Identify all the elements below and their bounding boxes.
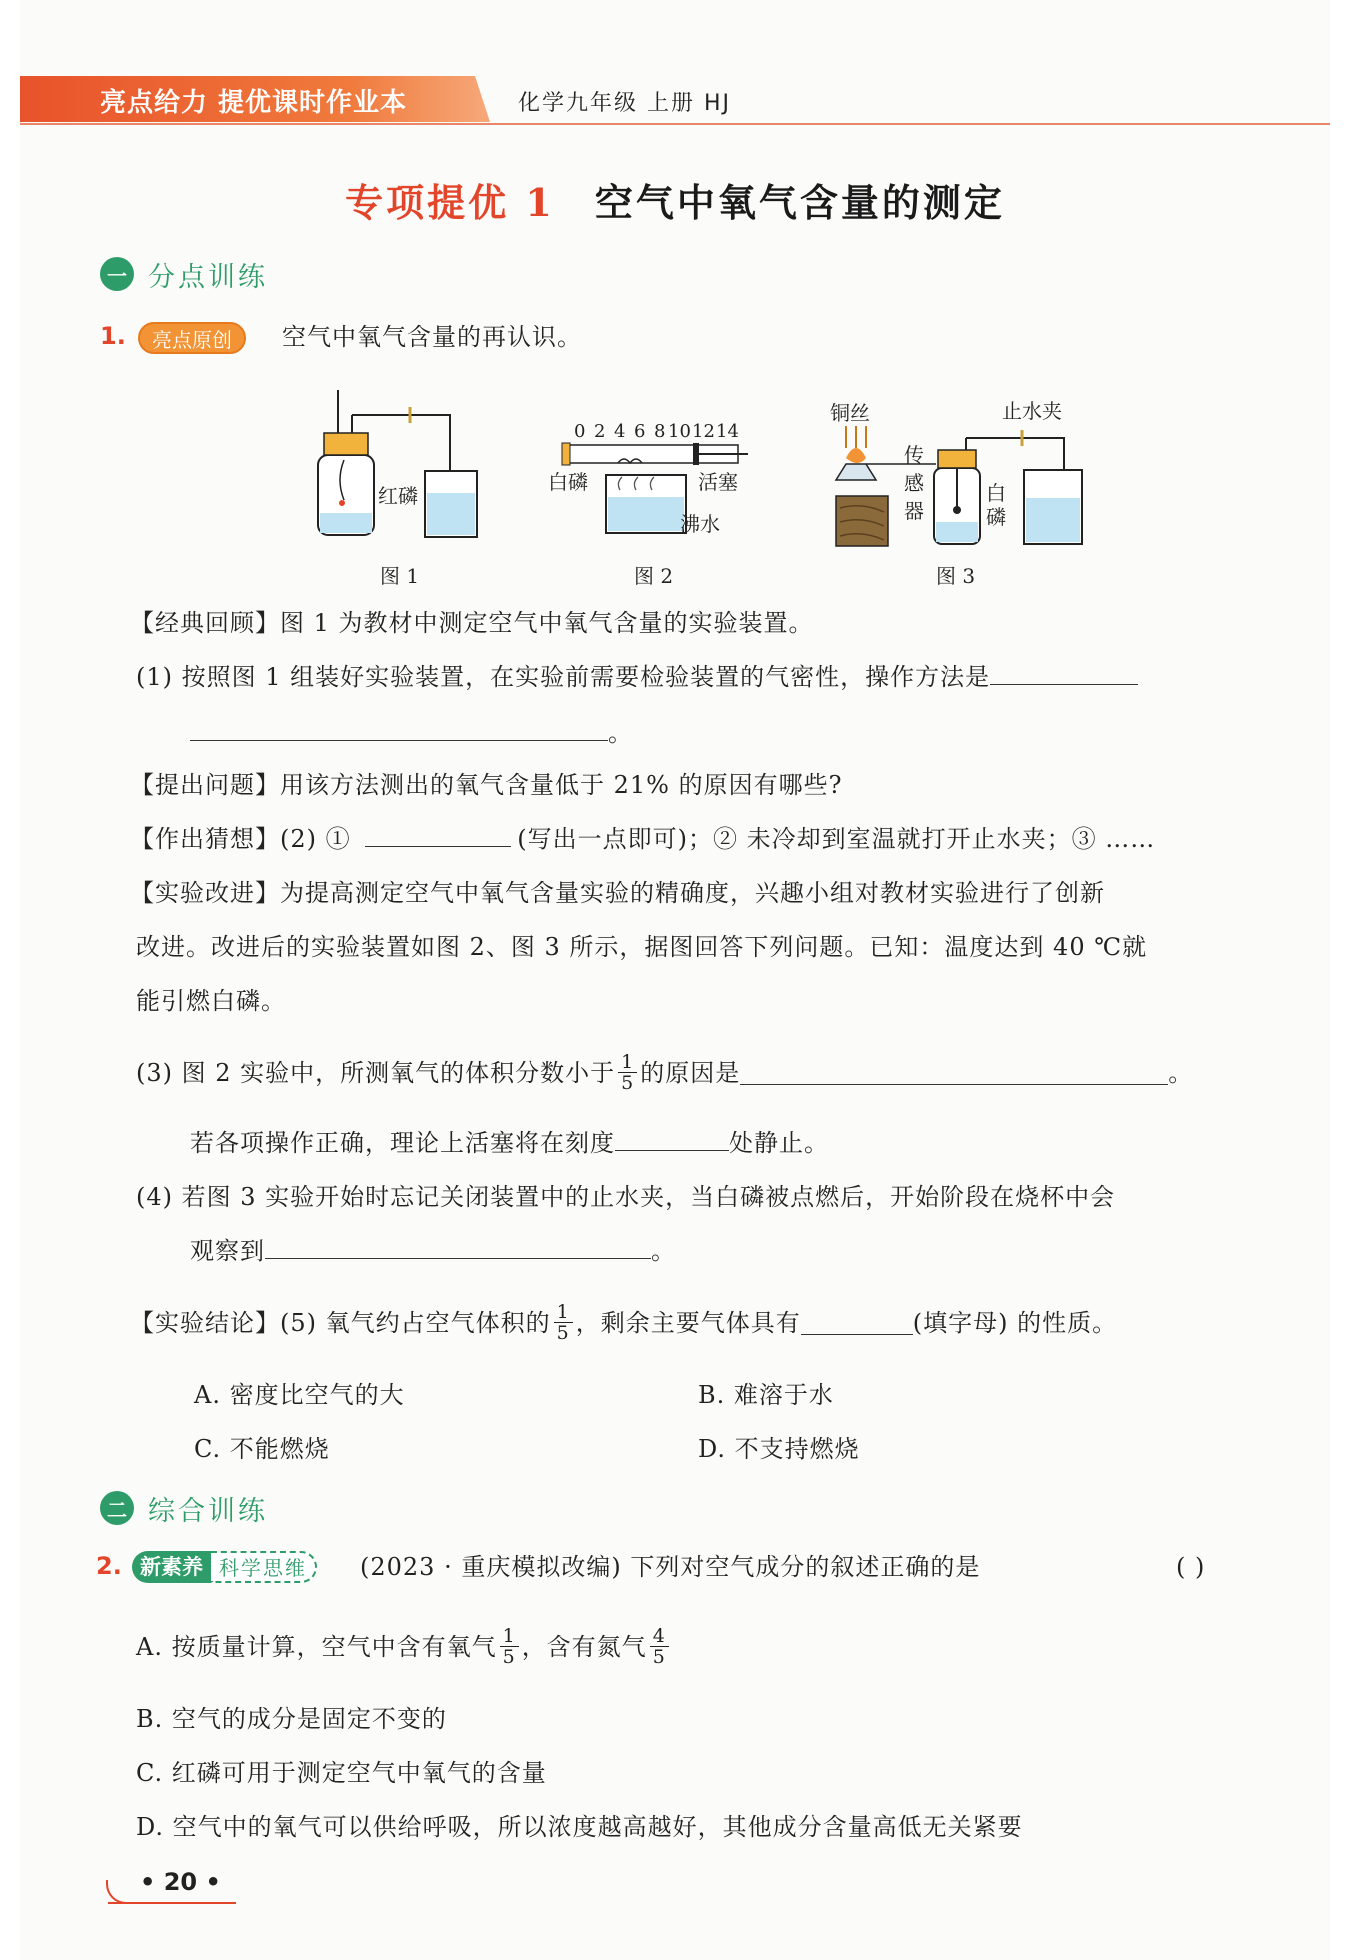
tag-new-literacy [132,1550,317,1584]
tag-new-literacy-label: 新素养 [132,1551,211,1583]
q2-option-a-text-b: ，含有氮气 [521,1632,647,1661]
figure-3-diagram [826,398,1096,550]
fraction-four-fifths: $\frac{4}{5}$ [650,1626,669,1667]
fig2-label-boiling-water: 沸水 [680,512,720,536]
tag-science-thinking: 科学思维 [211,1551,317,1583]
raise-question: 【提出问题】用该方法测出的氧气含量低于 21% 的原因有哪些? [130,771,843,799]
section-header-1 [100,254,268,294]
fig3-label-clamp: 止水夹 [1002,399,1062,423]
tag-original: 亮点原创 [138,322,246,354]
figure-1-caption: 图 1 [380,564,420,588]
part-3-text-d: 处静止。 [729,1129,829,1157]
part-4-end: 。 [651,1237,676,1265]
answer-blank-4[interactable] [265,1235,651,1259]
part-3-text-a: (3) 图 2 实验中，所测氧气的体积分数小于 [136,1058,616,1087]
part-5-text-c: (填字母) 的性质。 [912,1308,1118,1337]
part-3-end: 。 [1168,1058,1194,1087]
question-2-stem: (2023 · 重庆模拟改编) 下列对空气成分的叙述正确的是 [360,1553,981,1581]
part-2 [130,822,1155,856]
page-number: • 20 • [140,1868,221,1896]
question-number: 1. [100,322,126,350]
fig1-label-red-phosphorus: 红磷 [378,484,418,508]
answer-blank-3b[interactable] [615,1127,729,1151]
fig2-label-piston: 活塞 [698,470,738,494]
fig3-label-sensor-2: 感 [904,471,924,495]
part-2-text-b: (写出一点即可)；② 未冷却到室温就打开止水夹；③ …… [517,825,1156,853]
section-header-2 [100,1488,268,1528]
part-5-text-b: ，剩余主要气体具有 [575,1308,801,1337]
part-1-end: 。 [608,719,633,747]
fraction-one-fifth: $\frac{1}{5}$ [618,1052,637,1093]
part-2-text-a: 【作出猜想】(2) ① [130,825,351,853]
answer-blank-5[interactable] [801,1311,913,1335]
title-series: 专项提优 1 [345,180,555,225]
part-1-text: (1) 按照图 1 组装好实验装置，在实验前需要检验装置的气密性，操作方法是 [136,663,991,691]
header-divider [20,123,1330,125]
section-label-2: 综合训练 [148,1495,268,1527]
fig3-label-white-1: 白 [986,481,1006,505]
part-1-cont [190,716,633,750]
q2-option-d[interactable]: D. 空气中的氧气可以供给呼吸，所以浓度越高越好，其他成分含量高低无关紧要 [136,1813,1023,1841]
header-book-info: 化学九年级 上册 HJ [518,91,732,116]
answer-blank-3a[interactable] [740,1061,1168,1085]
part-5 [130,1302,1117,1343]
fig3-label-white-2: 磷 [986,505,1006,529]
improve-line-3: 能引燃白磷。 [136,987,286,1015]
improve-line-1: 【实验改进】为提高测定空气中氧气含量实验的精确度，兴趣小组对教材实验进行了创新 [130,879,1105,907]
part-3-text-b: 的原因是 [640,1058,741,1087]
fig2-scale-2: 2 [594,421,606,442]
figure-2-diagram [548,415,768,550]
fig2-scale-4: 4 [614,421,626,442]
figure-2-caption: 图 2 [634,564,674,588]
part-4-text-b: 观察到 [190,1237,265,1265]
part-4-cont [190,1234,676,1268]
improve-line-2: 改进。改进后的实验装置如图 2、图 3 所示，据图回答下列问题。已知：温度达到 40 ℃就 [136,933,1148,961]
section-number: 一 [100,257,134,291]
section-label: 分点训练 [148,261,268,293]
fig2-scale-10: 10 [668,421,691,442]
q2-option-c[interactable]: C. 红磷可用于测定空气中氧气的含量 [136,1759,547,1787]
fig2-scale-0: 0 [574,421,586,442]
q2-option-b[interactable]: B. 空气的成分是固定不变的 [136,1705,447,1733]
question-number-2: 2. [96,1552,122,1580]
header-brand: 亮点给力 提优课时作业本 [100,88,408,118]
q2-option-a[interactable] [136,1626,672,1667]
option-a[interactable]: A. 密度比空气的大 [194,1381,405,1409]
fraction-one-fifth-2: $\frac{1}{5}$ [554,1302,573,1343]
fig2-scale-8: 8 [654,421,666,442]
page-number-underline [108,1902,236,1904]
part-1 [136,660,1138,694]
fig3-label-sensor-1: 传 [904,443,924,467]
answer-blank-1a[interactable] [990,661,1138,685]
part-3 [136,1052,1193,1093]
fig3-label-sensor-3: 器 [904,499,924,523]
option-d[interactable]: D. 不支持燃烧 [698,1435,860,1463]
page-title [0,172,1350,227]
classic-review: 【经典回顾】图 1 为教材中测定空气中氧气含量的实验装置。 [130,609,814,637]
fig2-scale-12: 12 [692,421,715,442]
answer-blank-1b[interactable] [190,717,608,741]
fig3-label-copper-wire: 铜丝 [830,401,870,425]
figure-1-diagram [300,385,500,545]
answer-paren[interactable]: ( ) [1176,1553,1206,1581]
figure-3-caption: 图 3 [936,564,976,588]
title-main: 空气中氧气含量的测定 [594,180,1005,225]
answer-blank-2[interactable] [365,823,511,847]
q2-option-a-text-a: A. 按质量计算，空气中含有氧气 [136,1632,497,1661]
part-3-cont [190,1126,829,1160]
option-c[interactable]: C. 不能燃烧 [194,1435,330,1463]
fig2-scale-14: 14 [716,421,739,442]
part-4: (4) 若图 3 实验开始时忘记关闭装置中的止水夹，当白磷被点燃后，开始阶段在烧杯中会 [136,1183,1116,1211]
section-number-2: 二 [100,1491,134,1525]
question-stem: 空气中氧气含量的再认识。 [282,323,582,351]
fig2-label-white-phosphorus: 白磷 [548,470,588,494]
part-3-text-c: 若各项操作正确，理论上活塞将在刻度 [190,1129,615,1157]
part-5-text-a: 【实验结论】(5) 氧气约占空气体积的 [130,1308,551,1337]
fig2-scale-6: 6 [634,421,646,442]
option-b[interactable]: B. 难溶于水 [698,1381,834,1409]
fraction-one-fifth-3: $\frac{1}{5}$ [500,1626,519,1667]
